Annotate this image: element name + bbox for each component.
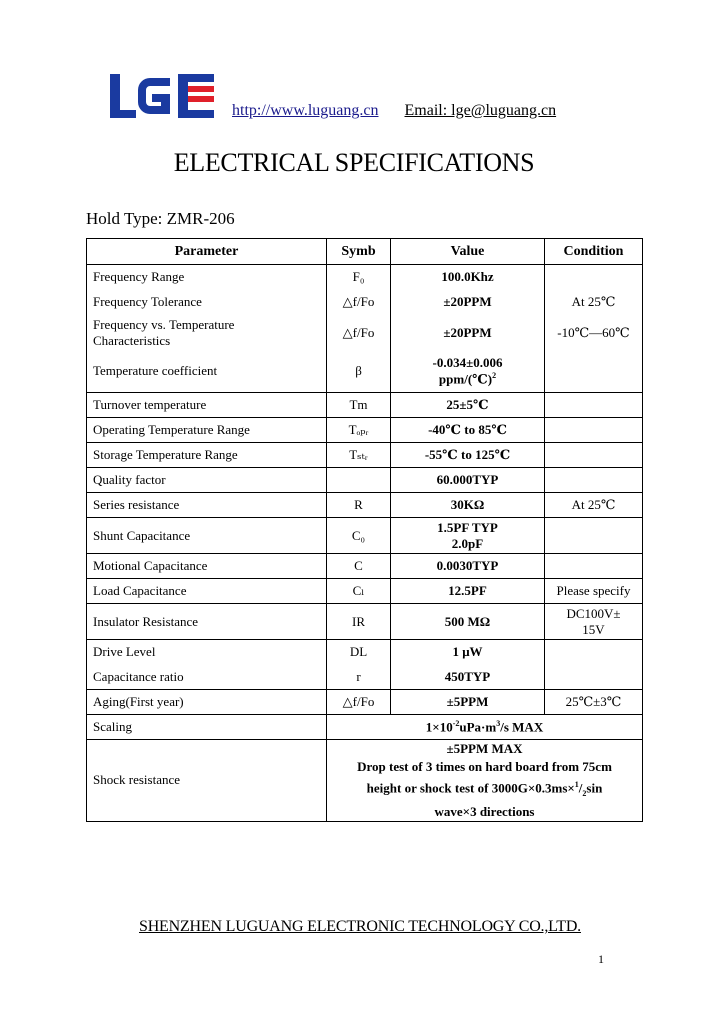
cell-condition xyxy=(545,393,643,418)
cell-value: 1.5PF TYP 2.0pF xyxy=(391,518,545,554)
cell-parameter: Scaling xyxy=(87,715,327,740)
cell-symbol xyxy=(327,468,391,493)
cell-value: 100.0Khz xyxy=(391,265,545,290)
cell-value: 500 MΩ xyxy=(391,604,545,640)
table-row xyxy=(87,393,643,418)
cell-value: $1\times 10^{-2}uPa\cdot m^3/s$ MAX xyxy=(327,715,643,740)
cell-symbol: F₀ xyxy=(327,265,391,290)
header-condition: Condition xyxy=(545,239,643,265)
table-row xyxy=(87,604,643,640)
table-row xyxy=(87,493,643,518)
cell-value: ±20PPM xyxy=(391,290,545,315)
cell-condition xyxy=(545,665,643,690)
cell-symbol: Tm xyxy=(327,393,391,418)
cell-condition xyxy=(545,518,643,554)
cell-value: 0.0030TYP xyxy=(391,554,545,579)
cell-condition xyxy=(545,468,643,493)
cell-parameter: Capacitance ratio xyxy=(87,665,327,690)
cell-parameter: Frequency Range xyxy=(87,265,327,290)
cell-symbol: Tₒₚᵣ xyxy=(327,418,391,443)
email-text: Email: lge@luguang.cn xyxy=(404,102,557,119)
lge-logo xyxy=(110,74,214,118)
contact-line xyxy=(232,102,556,120)
cell-parameter: Quality factor xyxy=(87,468,327,493)
cell-parameter: Motional Capacitance xyxy=(87,554,327,579)
cell-value: 450TYP xyxy=(391,665,545,690)
header-value: Value xyxy=(391,239,545,265)
cell-value: 25±5℃ xyxy=(391,393,545,418)
cell-condition: At 25℃ xyxy=(545,290,643,315)
cell-condition xyxy=(545,351,643,393)
table-row xyxy=(87,418,643,443)
cell-condition: At 25℃ xyxy=(545,493,643,518)
cell-condition: -10℃—60℃ xyxy=(545,315,643,351)
cell-condition xyxy=(545,554,643,579)
cell-value: 12.5PF xyxy=(391,579,545,604)
cell-parameter: Frequency Tolerance xyxy=(87,290,327,315)
hold-type: Hold Type: ZMR-206 xyxy=(86,209,235,228)
cell-condition: DC100V± 15V xyxy=(545,604,643,640)
table-row xyxy=(87,715,643,740)
cell-condition: Please specify xyxy=(545,579,643,604)
cell-condition xyxy=(545,265,643,290)
table-row xyxy=(87,690,643,715)
page-title: ELECTRICAL SPECIFICATIONS xyxy=(173,148,535,177)
table-row xyxy=(87,468,643,493)
cell-symbol: C xyxy=(327,554,391,579)
table-row xyxy=(87,518,643,554)
cell-symbol: Cₗ xyxy=(327,579,391,604)
table-row xyxy=(87,265,643,290)
table-row xyxy=(87,640,643,665)
cell-parameter: Temperature coefficient xyxy=(87,351,327,393)
cell-value: 1 μW xyxy=(391,640,545,665)
cell-symbol: r xyxy=(327,665,391,690)
cell-symbol: IR xyxy=(327,604,391,640)
cell-parameter: Storage Temperature Range xyxy=(87,443,327,468)
header-parameter: Parameter xyxy=(87,239,327,265)
cell-parameter: Drive Level xyxy=(87,640,327,665)
cell-condition: 25℃±3℃ xyxy=(545,690,643,715)
cell-condition xyxy=(545,640,643,665)
table-row xyxy=(87,579,643,604)
table-row xyxy=(87,665,643,690)
cell-value: 30KΩ xyxy=(391,493,545,518)
cell-parameter: Shock resistance xyxy=(87,740,327,822)
page-number: 1 xyxy=(598,952,604,966)
table-row xyxy=(87,443,643,468)
spec-table xyxy=(86,238,643,822)
cell-parameter: Load Capacitance xyxy=(87,579,327,604)
cell-symbol: DL xyxy=(327,640,391,665)
cell-value: -0.034±0.006 ppm/(℃)$^2$ xyxy=(391,351,545,393)
header-symbol: Symb xyxy=(327,239,391,265)
cell-value: 60.000TYP xyxy=(391,468,545,493)
cell-symbol: △f/Fo xyxy=(327,690,391,715)
cell-parameter: Shunt Capacitance xyxy=(87,518,327,554)
cell-value: ±5PPM xyxy=(391,690,545,715)
cell-symbol: △f/Fo xyxy=(327,315,391,351)
cell-value: -40℃ to 85℃ xyxy=(391,418,545,443)
cell-condition xyxy=(545,418,643,443)
cell-symbol: R xyxy=(327,493,391,518)
table-header xyxy=(87,239,643,265)
cell-parameter: Aging(First year) xyxy=(87,690,327,715)
cell-symbol: Tₛₜᵣ xyxy=(327,443,391,468)
cell-symbol: β xyxy=(327,351,391,393)
cell-parameter: Frequency vs. Temperature Characteristics xyxy=(87,315,327,351)
table-row xyxy=(87,740,643,822)
table-row xyxy=(87,315,643,351)
website-link[interactable]: http://www.luguang.cn xyxy=(232,102,379,119)
cell-parameter: Series resistance xyxy=(87,493,327,518)
cell-value: -55℃ to 125℃ xyxy=(391,443,545,468)
table-row xyxy=(87,290,643,315)
cell-parameter: Turnover temperature xyxy=(87,393,327,418)
cell-value: ±5PPM MAX Drop test of 3 times on hard board from 75cm height or shock test of $3000G\times 0.3ms\times^1/_2\sin$ wave×3 directions xyxy=(327,740,643,822)
table-row xyxy=(87,554,643,579)
cell-parameter: Operating Temperature Range xyxy=(87,418,327,443)
cell-parameter: Insulator Resistance xyxy=(87,604,327,640)
company-footer: SHENZHEN LUGUANG ELECTRONIC TECHNOLOGY CO.,LTD. xyxy=(139,918,581,935)
cell-condition xyxy=(545,443,643,468)
cell-symbol: C₀ xyxy=(327,518,391,554)
cell-symbol: △f/Fo xyxy=(327,290,391,315)
table-row xyxy=(87,351,643,393)
cell-value: ±20PPM xyxy=(391,315,545,351)
